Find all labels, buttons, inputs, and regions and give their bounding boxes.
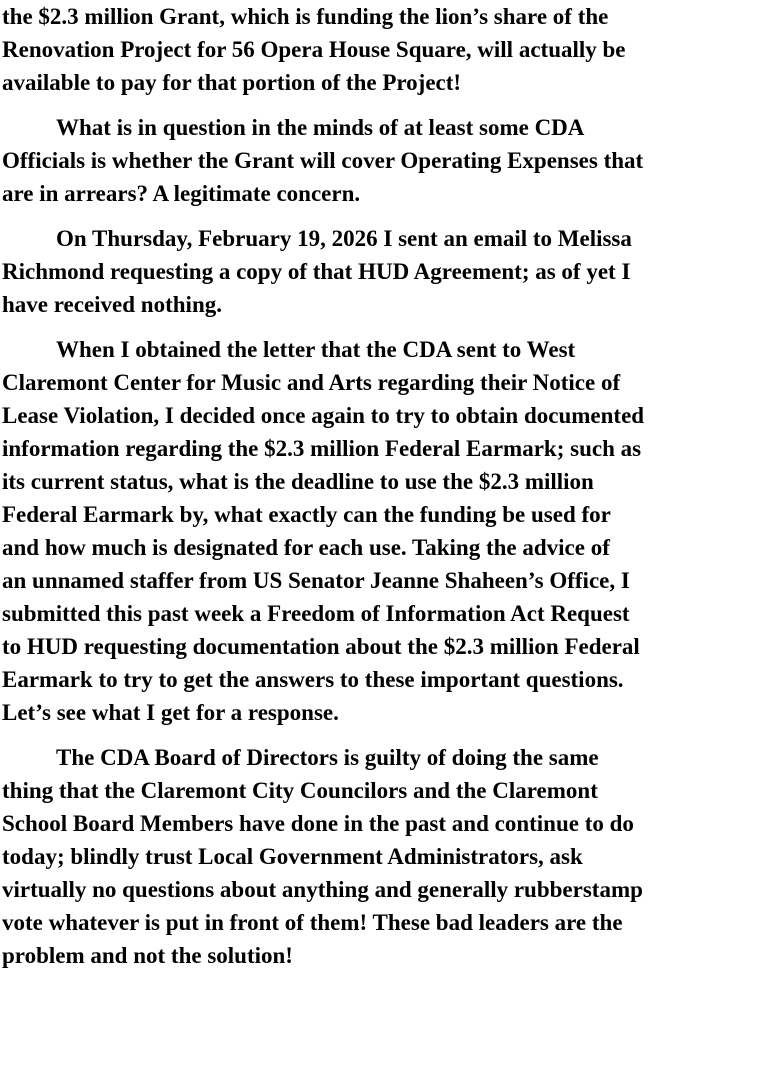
text-line: its current status, what is the deadline to use the $2.3 million bbox=[2, 469, 594, 494]
text-line: Let’s see what I get for a response. bbox=[2, 700, 339, 725]
text-line: Lease Violation, I decided once again to try to obtain documented bbox=[2, 403, 645, 428]
text-line: the $2.3 million Grant, which is funding the lion’s share of the bbox=[2, 4, 609, 29]
text-line: Richmond requesting a copy of that HUD Agreement; as of yet I bbox=[2, 259, 631, 284]
text-line: submitted this past week a Freedom of Information Act Request bbox=[2, 601, 630, 626]
paragraph-gap bbox=[2, 321, 754, 333]
text-line: available to pay for that portion of the Project! bbox=[2, 70, 462, 95]
paragraph-operating-expenses bbox=[2, 111, 754, 210]
text-line: School Board Members have done in the past and continue to do bbox=[2, 811, 634, 836]
text-line: have received nothing. bbox=[2, 292, 222, 317]
text-line: Claremont Center for Music and Arts regarding their Notice of bbox=[2, 370, 621, 395]
text-line: today; blindly trust Local Government Administrators, ask bbox=[2, 844, 583, 869]
text-line: Earmark to try to get the answers to these important questions. bbox=[2, 667, 624, 692]
paragraph-cda-board bbox=[2, 741, 754, 972]
text-line: and how much is designated for each use. Taking the advice of bbox=[2, 535, 610, 560]
text-line: On Thursday, February 19, 2026 I sent an email to Melissa bbox=[56, 226, 632, 251]
paragraph-foia-request bbox=[2, 333, 754, 729]
text-line: an unnamed staffer from US Senator Jeanne Shaheen’s Office, I bbox=[2, 568, 630, 593]
paragraph-gap bbox=[2, 99, 754, 111]
text-line: are in arrears? A legitimate concern. bbox=[2, 181, 361, 206]
text-line: information regarding the $2.3 million Federal Earmark; such as bbox=[2, 436, 642, 461]
text-line: When I obtained the letter that the CDA sent to West bbox=[56, 337, 576, 362]
text-line: The CDA Board of Directors is guilty of doing the same bbox=[56, 745, 599, 770]
paragraph-email-request bbox=[2, 222, 754, 321]
text-line: virtually no questions about anything and generally rubberstamp bbox=[2, 877, 643, 902]
text-line: to HUD requesting documentation about the $2.3 million Federal bbox=[2, 634, 640, 659]
text-line: What is in question in the minds of at least some CDA bbox=[56, 115, 585, 140]
text-line: vote whatever is put in front of them! These bad leaders are the bbox=[2, 910, 623, 935]
paragraph-gap bbox=[2, 729, 754, 741]
text-line: Officials is whether the Grant will cover Operating Expenses that bbox=[2, 148, 644, 173]
text-line: thing that the Claremont City Councilors and the Claremont bbox=[2, 778, 598, 803]
text-line: problem and not the solution! bbox=[2, 943, 293, 968]
text-line: Federal Earmark by, what exactly can the funding be used for bbox=[2, 502, 611, 527]
paragraph-gap bbox=[2, 210, 754, 222]
text-line: Renovation Project for 56 Opera House Square, will actually be bbox=[2, 37, 626, 62]
paragraph-grant-continuation bbox=[2, 0, 754, 99]
